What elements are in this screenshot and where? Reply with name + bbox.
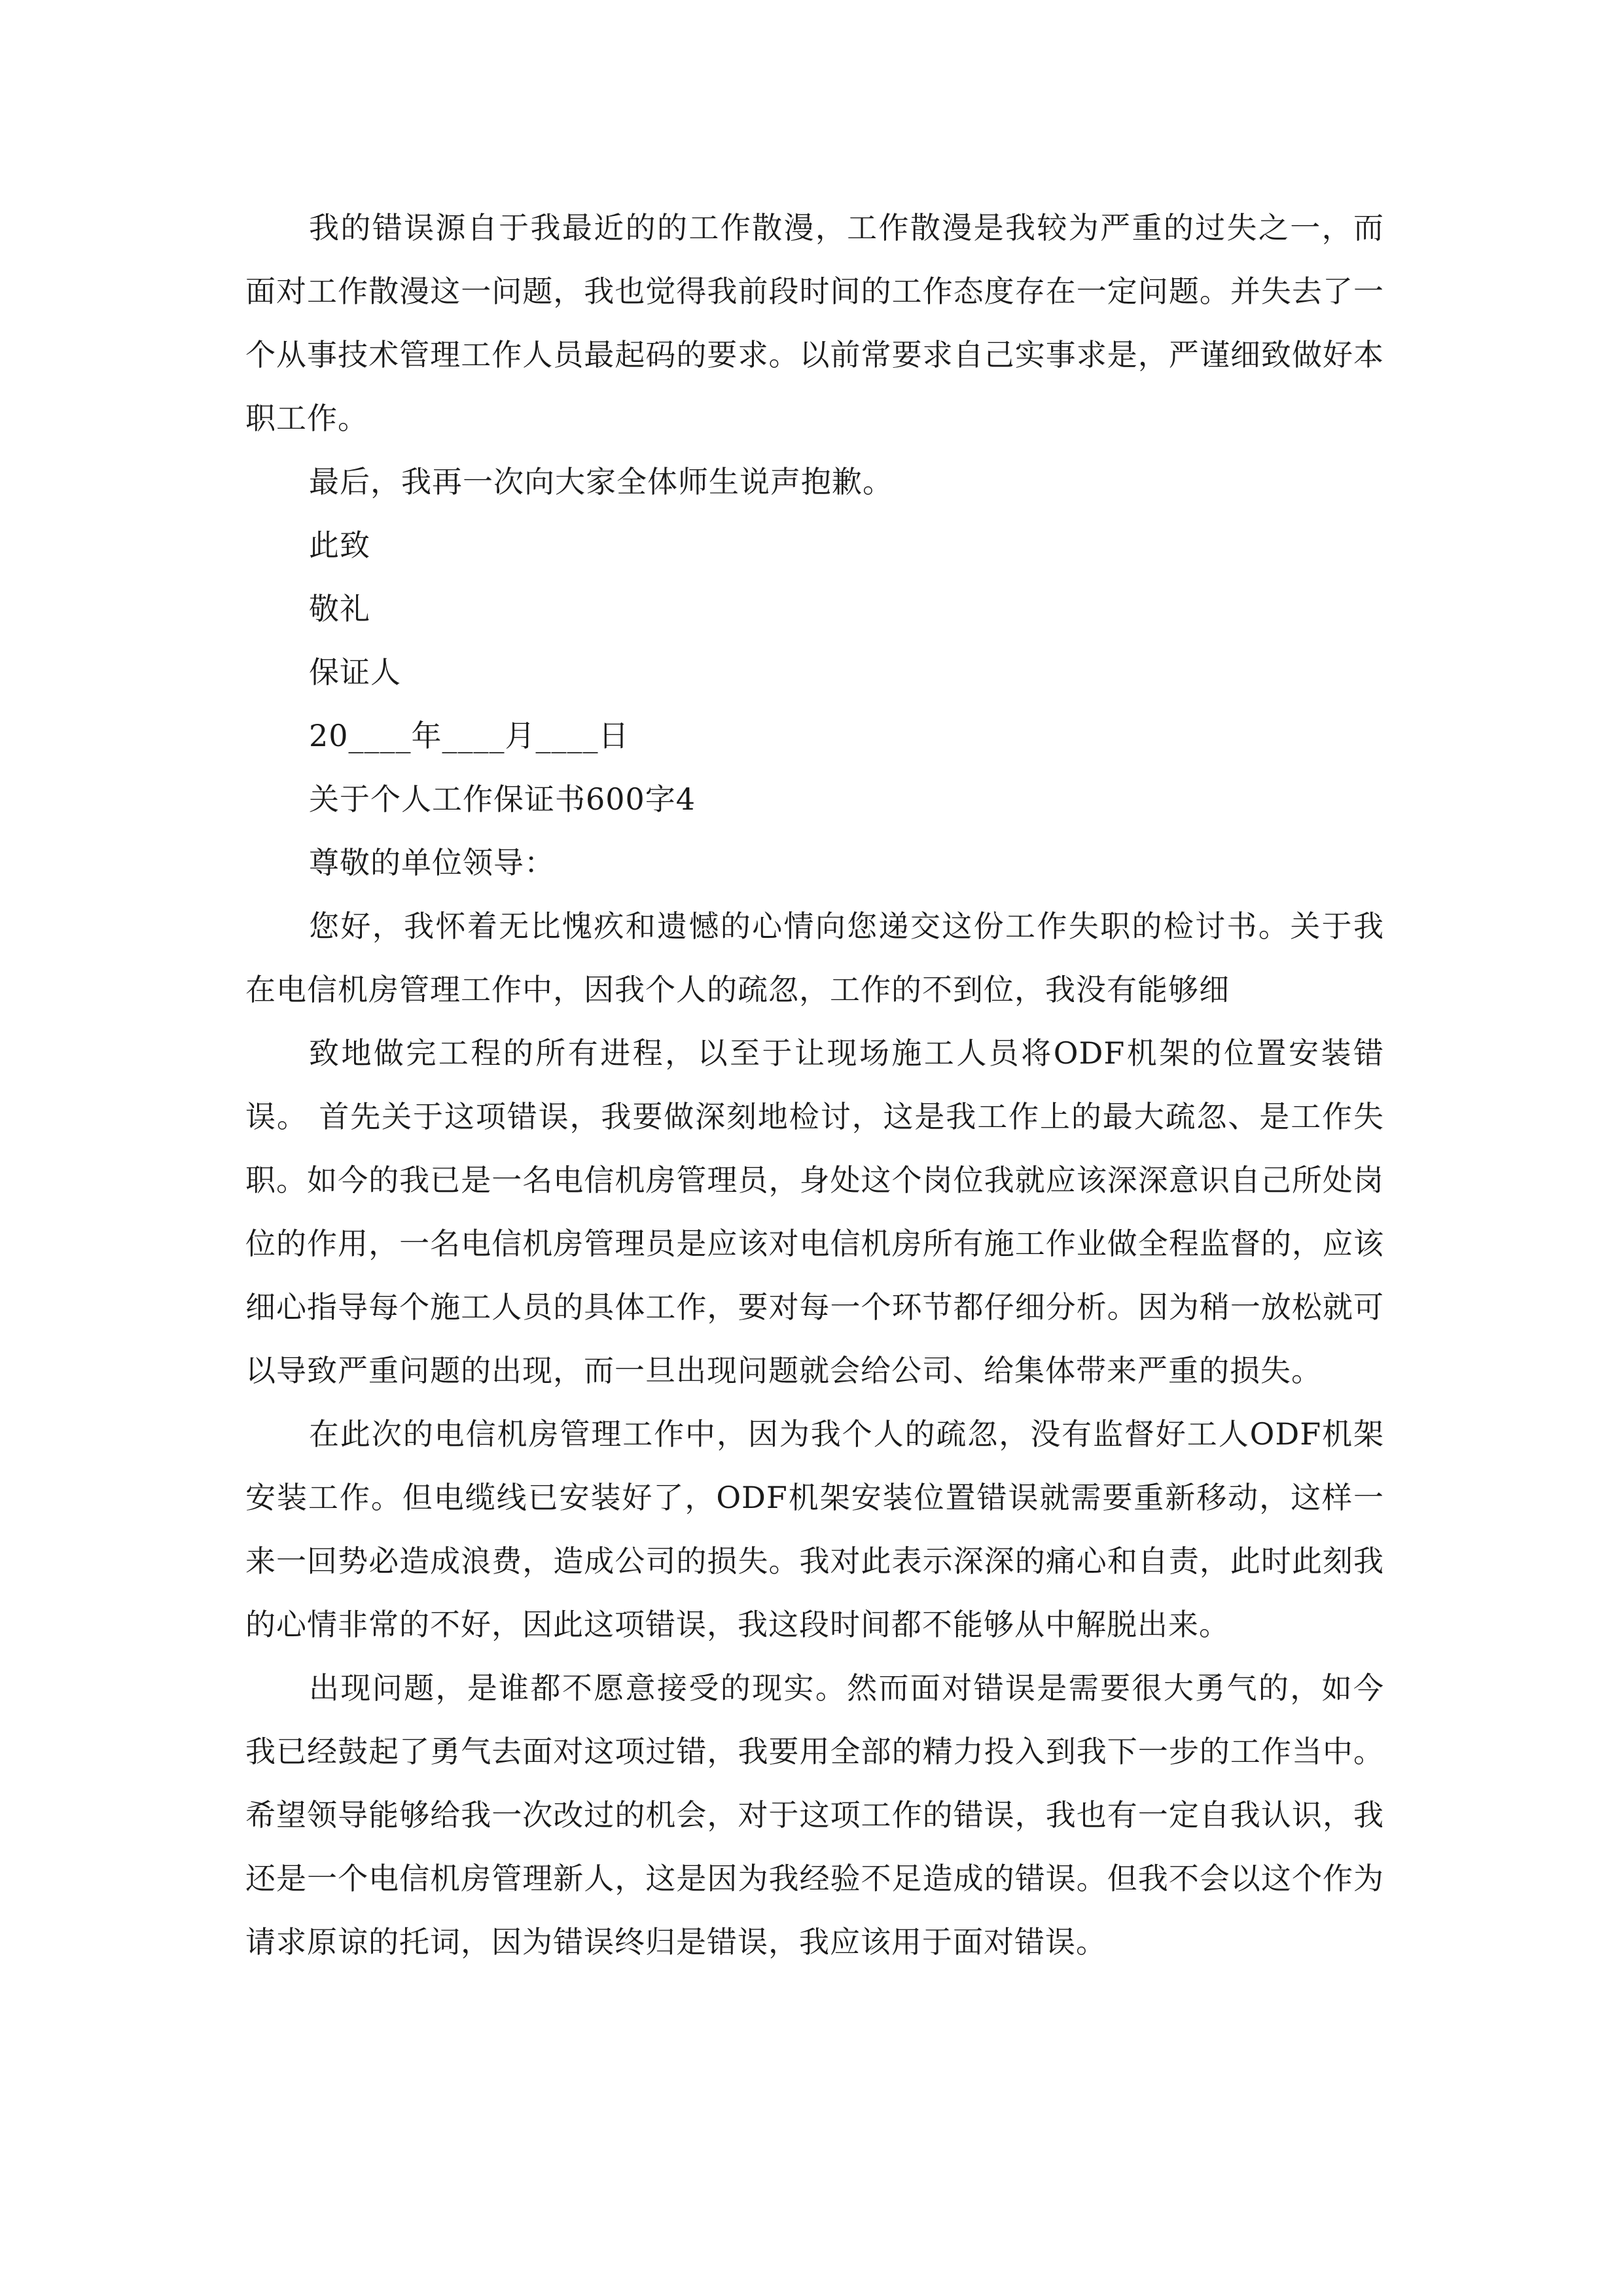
section-title: 关于个人工作保证书600字4 (309, 781, 696, 817)
date-line: 20____年____月____日 (309, 718, 630, 753)
paragraph-incident: 在此次的电信机房管理工作中，因为我个人的疏忽，没有监督好工人ODF机架安装工作。但电缆线已安装好了，ODF机架安装位置错误就需要重新移动，这样一来一回势必造成浪费，造成公司的损失。我对此表示深深的痛心和自责，此时此刻我的心情非常的不好，因此这项错误，我这段时间都不能够从中解脱出来。 (245, 1416, 1384, 1642)
document-body (245, 196, 1384, 1974)
paragraph-odf-error: 致地做完工程的所有进程，以至于让现场施工人员将ODF机架的位置安装错误。 首先关于这项错误，我要做深刻地检讨，这是我工作上的最大疏忽、是工作失职。如今的我已是一名电信机房管理员，身处这个岗位我就应该深深意识自己所处岗位的作用，一名电信机房管理员是应该对电信机房所有施工作业做全程监督的，应该细心指导每个施工人员的具体工作，要对每一个环节都仔细分析。因为稍一放松就可以导致严重问题的出现，而一旦出现问题就会给公司、给集体带来严重的损失。 (245, 1035, 1384, 1388)
signature-label: 保证人 (309, 655, 401, 690)
closing-jingli: 敬礼 (309, 591, 370, 626)
paragraph-resolution: 出现问题，是谁都不愿意接受的现实。然而面对错误是需要很大勇气的，如今我已经鼓起了勇气去面对这项过错，我要用全部的精力投入到我下一步的工作当中。希望领导能够给我一次改过的机会，对于这项工作的错误，我也有一定自我认识，我还是一个电信机房管理新人，这是因为我经验不足造成的错误。但我不会以这个作为请求原谅的托词，因为错误终归是错误，我应该用于面对错误。 (245, 1670, 1384, 1960)
paragraph-work-attitude: 我的错误源自于我最近的的工作散漫，工作散漫是我较为严重的过失之一，而面对工作散漫这一问题，我也觉得我前段时间的工作态度存在一定问题。并失去了一个从事技术管理工作人员最起码的要求。以前常要求自己实事求是，严谨细致做好本职工作。 (245, 210, 1384, 436)
salutation: 尊敬的单位领导： (309, 845, 555, 880)
closing-cizhi: 此致 (309, 528, 370, 563)
apology-line: 最后，我再一次向大家全体师生说声抱歉。 (309, 464, 893, 499)
paragraph-greeting: 您好，我怀着无比愧疚和遗憾的心情向您递交这份工作失职的检讨书。关于我在电信机房管理工作中，因我个人的疏忽，工作的不到位，我没有能够细 (245, 908, 1384, 1007)
